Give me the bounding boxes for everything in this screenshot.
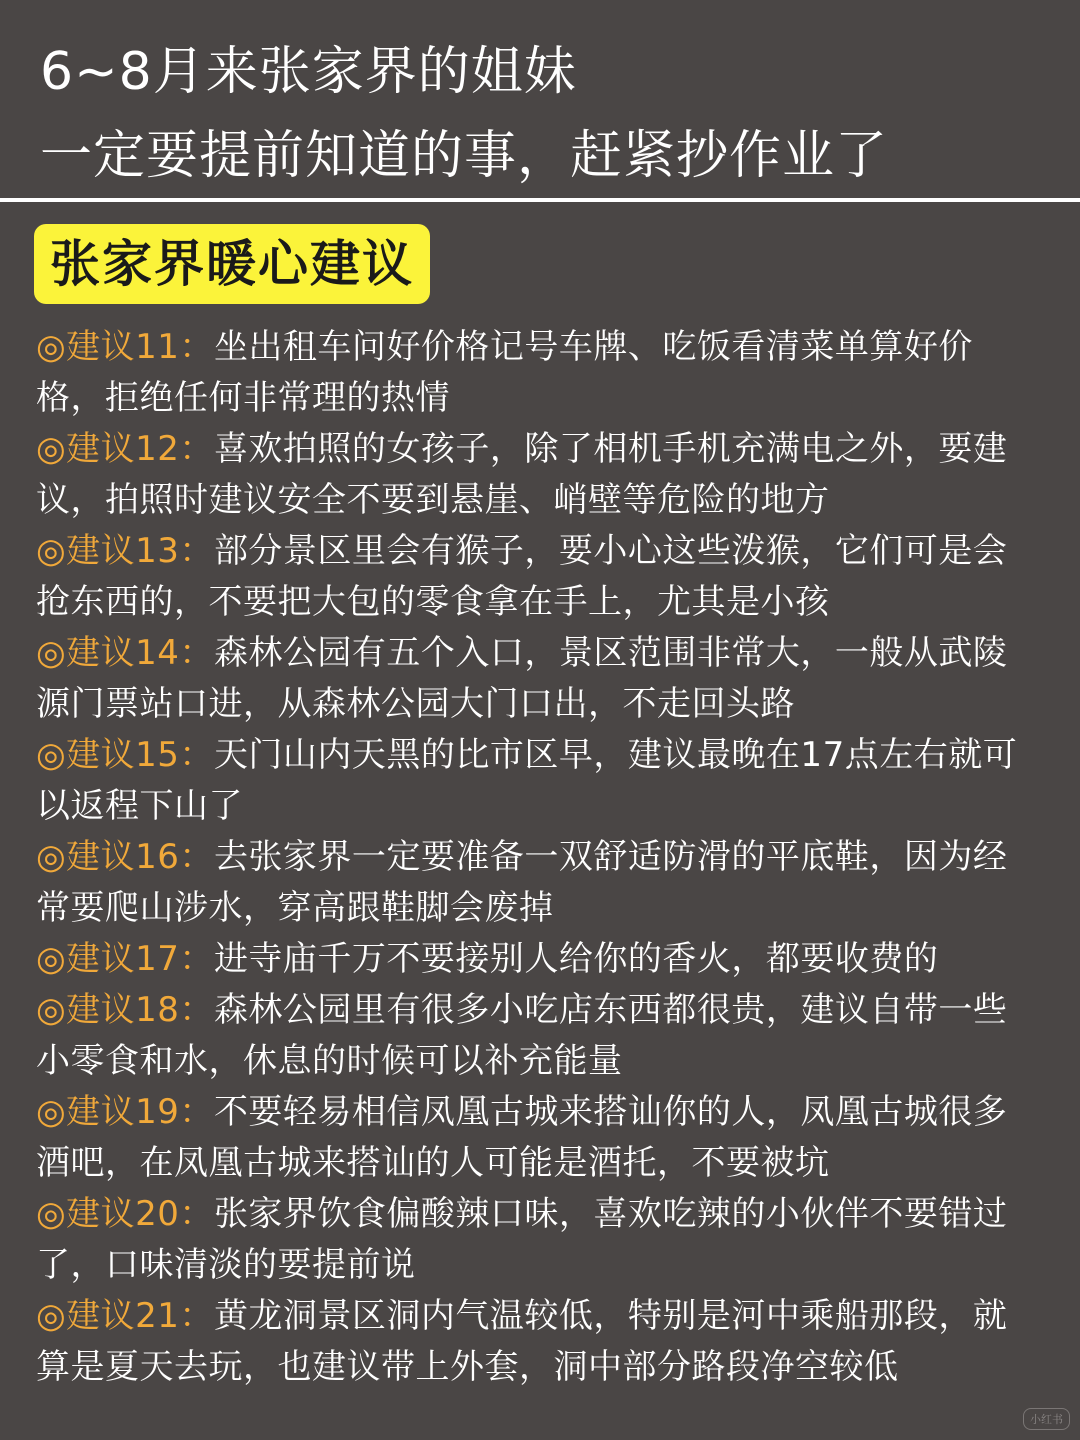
tip-text: 张家界饮食偏酸辣口味，喜欢吃辣的小伙伴不要错过了，口味清淡的要提前说 — [36, 1194, 1008, 1285]
divider — [0, 198, 1080, 202]
tip-text: 森林公园里有很多小吃店东西都很贵，建议自带一些小零食和水，休息的时候可以补充能量 — [36, 990, 1008, 1081]
tip-text: 森林公园有五个入口，景区范围非常大，一般从武陵源门票站口进，从森林公园大门口出，不走回头路 — [36, 633, 1008, 724]
tip-item — [36, 832, 1036, 934]
tip-item — [36, 322, 1036, 424]
tip-label: ◎建议18： — [36, 990, 214, 1030]
tip-item — [36, 424, 1036, 526]
tip-text: 部分景区里会有猴子，要小心这些泼猴，它们可是会抢东西的，不要把大包的零食拿在手上，尤其是小孩 — [36, 531, 1008, 622]
tip-item — [36, 1087, 1036, 1189]
section-badge: 张家界暖心建议 — [34, 224, 430, 304]
tip-text: 坐出租车问好价格记号车牌、吃饭看清菜单算好价格，拒绝任何非常理的热情 — [36, 327, 973, 418]
tip-text: 进寺庙千万不要接别人给你的香火，都要收费的 — [213, 939, 939, 979]
tip-item — [36, 1291, 1036, 1393]
tip-label: ◎建议19： — [36, 1092, 214, 1132]
tips-list — [36, 322, 1036, 1393]
tip-text: 黄龙洞景区洞内气温较低，特别是河中乘船那段，就算是夏天去玩，也建议带上外套，洞中部分路段净空较低 — [36, 1296, 1008, 1387]
tip-item — [36, 526, 1036, 628]
tip-label: ◎建议17： — [36, 939, 214, 979]
tip-text: 去张家界一定要准备一双舒适防滑的平底鞋，因为经常要爬山涉水，穿高跟鞋脚会废掉 — [36, 837, 1008, 928]
tip-label: ◎建议20： — [36, 1194, 214, 1234]
tip-label: ◎建议21： — [36, 1296, 214, 1336]
title-line-1: 6~8月来张家界的姐妹 — [40, 42, 577, 102]
tip-label: ◎建议11： — [36, 327, 214, 367]
tip-item — [36, 934, 1036, 985]
header — [0, 0, 1080, 200]
tip-label: ◎建议16： — [36, 837, 214, 877]
tip-text: 喜欢拍照的女孩子，除了相机手机充满电之外，要建议，拍照时建议安全不要到悬崖、峭壁等危险的地方 — [36, 429, 1008, 520]
tip-label: ◎建议13： — [36, 531, 214, 571]
tip-item — [36, 730, 1036, 832]
tip-label: ◎建议12： — [36, 429, 214, 469]
tip-item — [36, 985, 1036, 1087]
tip-text: 天门山内天黑的比市区早，建议最晚在17点左右就可以返程下山了 — [36, 735, 1018, 826]
watermark-logo: 小红书 — [1023, 1408, 1070, 1430]
tip-item — [36, 628, 1036, 730]
tip-label: ◎建议14： — [36, 633, 214, 673]
tip-text: 不要轻易相信凤凰古城来搭讪你的人，凤凰古城很多酒吧，在凤凰古城来搭讪的人可能是酒托，不要被坑 — [36, 1092, 1008, 1183]
title-line-2: 一定要提前知道的事，赶紧抄作业了 — [40, 126, 889, 186]
tip-label: ◎建议15： — [36, 735, 214, 775]
tip-item — [36, 1189, 1036, 1291]
